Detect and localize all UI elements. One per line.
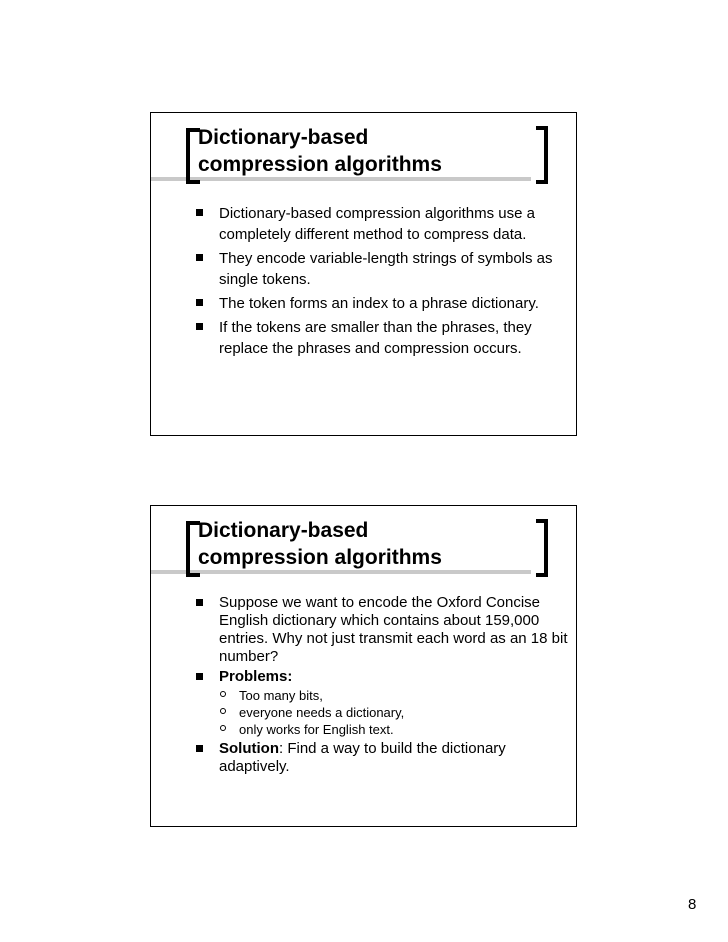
- square-bullet-icon: [196, 745, 203, 752]
- bullet-text: If the tokens are smaller than the phrases, they replace the phrases and compression occurs.: [219, 319, 532, 357]
- slide-1: [150, 112, 577, 436]
- circle-bullet-icon: [220, 691, 226, 697]
- bullet-item-problems: [189, 668, 571, 738]
- square-bullet-icon: [196, 254, 203, 261]
- sub-bullet-text: everyone needs a dictionary,: [239, 705, 405, 720]
- bullet-item: [189, 317, 571, 359]
- title-line-1: Dictionary-based: [198, 519, 369, 542]
- bullet-list: [189, 203, 571, 362]
- title-line-2: compression algorithms: [198, 153, 442, 176]
- square-bullet-icon: [196, 599, 203, 606]
- circle-bullet-icon: [220, 725, 226, 731]
- square-bullet-icon: [196, 209, 203, 216]
- page-number: 8: [688, 896, 697, 913]
- sub-bullet-item: [219, 704, 571, 721]
- slide-title: [198, 124, 538, 178]
- square-bullet-icon: [196, 323, 203, 330]
- sub-bullet-text: Too many bits,: [239, 688, 323, 703]
- square-bullet-icon: [196, 673, 203, 680]
- solution-label: Solution: [219, 740, 279, 757]
- sub-bullet-item: [219, 687, 571, 704]
- bullet-item: [189, 248, 571, 290]
- bullet-text: The token forms an index to a phrase dictionary.: [219, 295, 539, 312]
- slide-2: [150, 505, 577, 827]
- bullet-text: They encode variable-length strings of symbols as single tokens.: [219, 250, 553, 288]
- bullet-text: Dictionary-based compression algorithms use a completely different method to compress data.: [219, 205, 535, 243]
- bullet-item: [189, 203, 571, 245]
- square-bullet-icon: [196, 299, 203, 306]
- bullet-text: Suppose we want to encode the Oxford Concise English dictionary which contains about 159,000 entries. Why not just transmit each word as an 18 bit number?: [219, 594, 568, 665]
- title-line-1: Dictionary-based: [198, 126, 369, 149]
- sub-bullet-text: only works for English text.: [239, 722, 394, 737]
- bullet-item: [189, 594, 571, 666]
- problems-label: Problems:: [219, 668, 293, 685]
- title-line-2: compression algorithms: [198, 546, 442, 569]
- slide-title: [198, 517, 538, 571]
- circle-bullet-icon: [220, 708, 226, 714]
- bullet-item-solution: [189, 740, 571, 776]
- bullet-item: [189, 293, 571, 314]
- sub-bullet-item: [219, 721, 571, 738]
- solution-text: : Find a way to build the dictionary adaptively.: [219, 740, 506, 775]
- problems-list: [219, 687, 571, 738]
- bullet-list: [189, 594, 571, 778]
